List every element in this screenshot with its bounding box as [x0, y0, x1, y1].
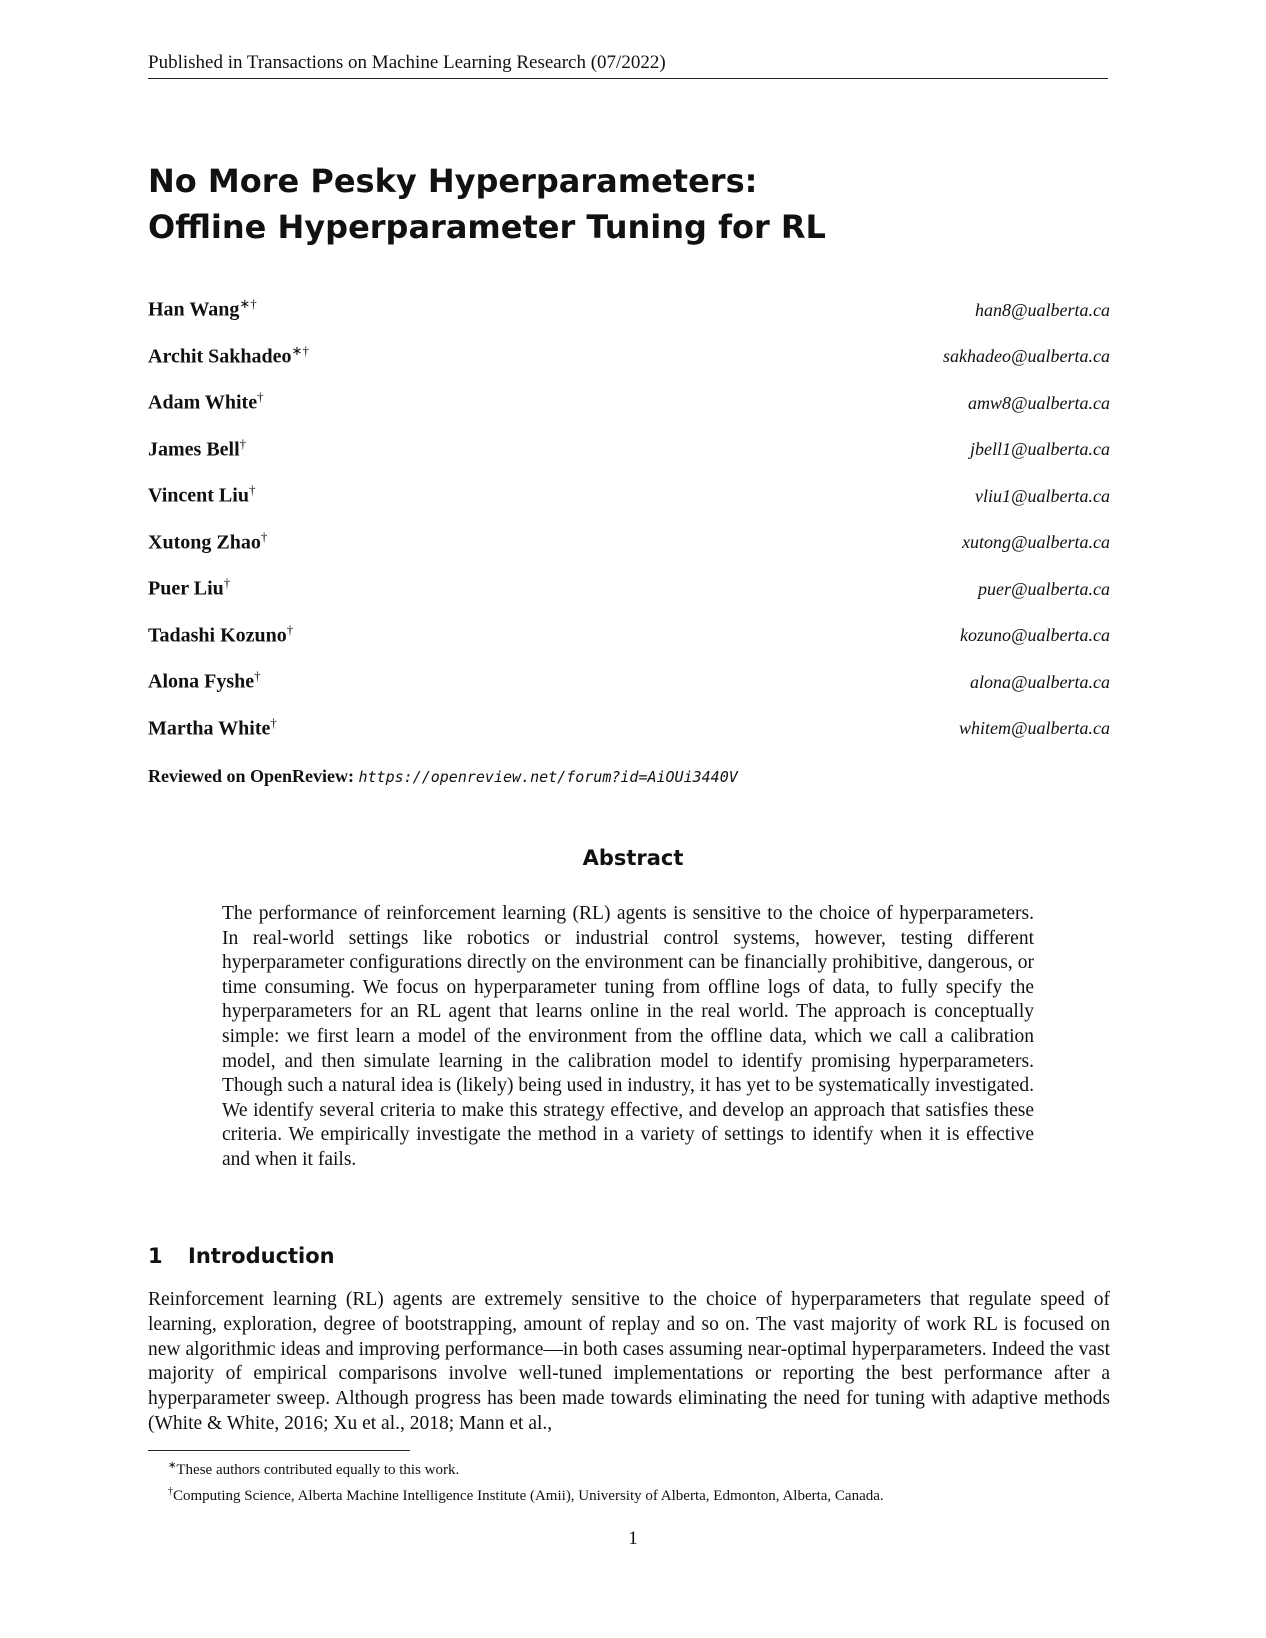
author-row	[148, 715, 1110, 762]
review-note	[148, 766, 738, 787]
author-name: Tadashi Kozuno†	[148, 621, 294, 647]
section-heading	[148, 1244, 335, 1268]
author-row	[148, 529, 1110, 576]
footnote-mark: †	[168, 1486, 173, 1497]
author-name: Han Wang∗†	[148, 296, 257, 321]
footnote: †Computing Science, Alberta Machine Intelligence Institute (Amii), University of Alberta, Edmonton, Alberta, Canada.	[168, 1486, 884, 1504]
author-name: Xutong Zhao†	[148, 528, 268, 554]
author-name: James Bell†	[148, 435, 247, 461]
affiliation-marks: †	[239, 435, 247, 451]
paper-title	[148, 158, 1108, 250]
author-name: Archit Sakhadeo∗†	[148, 342, 309, 368]
affiliation-marks: †	[270, 714, 277, 730]
abstract-heading: Abstract	[582, 846, 684, 870]
author-row	[148, 296, 1110, 343]
affiliation-marks: †	[257, 389, 264, 404]
author-row	[148, 575, 1110, 622]
affiliation-marks: †	[286, 621, 294, 637]
author-row	[148, 622, 1110, 669]
openreview-link[interactable]: https://openreview.net/forum?id=AiOUi3440V	[358, 768, 738, 786]
affiliation-marks: †	[248, 482, 256, 497]
title-line-2: Offline Hyperparameter Tuning for RL	[148, 208, 826, 246]
footnotes	[168, 1455, 1128, 1507]
author-row	[148, 436, 1110, 483]
author-name: Adam White†	[148, 389, 264, 414]
author-email: han8@ualberta.ca	[974, 299, 1110, 320]
footnote: ∗These authors contributed equally to this work.	[168, 1460, 460, 1478]
affiliation-marks: †	[260, 528, 268, 544]
author-email: vliu1@ualberta.ca	[974, 485, 1110, 506]
review-label: Reviewed on OpenReview:	[148, 766, 354, 786]
introduction-text: Reinforcement learning (RL) agents are extremely sensitive to the choice of hyperparameters that regulate speed of learning, exploration, degree of bootstrapping, amount of replay and so on. The vast majority of work RL is focused on new algorithmic ideas and improving performance—in both cases assuming near-optimal hyperparameters. Indeed the vast majority of empirical comparisons involve well-tuned implementations or reporting the best performance after a hyperparameter sweep. Although progress has been made towards eliminating the need for tuning with adaptive methods (White & White, 2016; Xu et al., 2018; Mann et al.,	[148, 1289, 1110, 1434]
author-row	[148, 343, 1110, 390]
title-line-1: No More Pesky Hyperparameters:	[148, 162, 758, 200]
affiliation-marks: ∗†	[291, 342, 309, 358]
author-email: whitem@ualberta.ca	[958, 718, 1110, 739]
author-row	[148, 482, 1110, 529]
author-row	[148, 668, 1110, 715]
author-name: Alona Fyshe†	[148, 668, 261, 693]
author-email: xutong@ualberta.ca	[961, 532, 1110, 553]
author-list	[148, 296, 1110, 761]
affiliation-marks: ∗†	[239, 296, 257, 311]
author-name: Martha White†	[148, 714, 277, 740]
author-email: puer@ualberta.ca	[977, 578, 1110, 599]
footnote-divider	[148, 1450, 410, 1451]
author-email: kozuno@ualberta.ca	[959, 625, 1110, 646]
affiliation-marks: †	[254, 668, 261, 683]
author-email: sakhadeo@ualberta.ca	[942, 346, 1110, 367]
section-title: Introduction	[188, 1244, 335, 1268]
author-email: amw8@ualberta.ca	[967, 392, 1110, 413]
running-head: Published in Transactions on Machine Learning Research (07/2022)	[148, 52, 1108, 79]
author-email: jbell1@ualberta.ca	[969, 439, 1110, 460]
affiliation-marks: †	[223, 575, 231, 590]
page-number: 1	[628, 1528, 638, 1549]
author-row	[148, 389, 1110, 436]
footnote-mark: ∗	[168, 1460, 177, 1471]
abstract-text: The performance of reinforcement learning (RL) agents is sensitive to the choice of hyperparameters. In real-world settings like robotics or industrial control systems, however, testing different hyperparameter configurations directly on the environment can be financially prohibitive, dangerous, or time consuming. We focus on hyperparameter tuning from offline logs of data, to fully specify the hyperparameters for an RL agent that learns online in the real world. The approach is conceptually simple: we first learn a model of the environment from the offline data, which we call a calibration model, and then simulate learning in the calibration model to identify promising hyperparameters. Though such a natural idea is (likely) being used in industry, it has yet to be systematically investigated. We identify several criteria to make this strategy effective, and develop an approach that satisfies these criteria. We empirically investigate the method in a variety of settings to identify when it is effective and when it fails.	[222, 903, 1034, 1170]
author-name: Puer Liu†	[148, 575, 231, 600]
author-name: Vincent Liu†	[148, 482, 256, 507]
section-number: 1	[148, 1244, 163, 1268]
author-email: alona@ualberta.ca	[969, 671, 1110, 692]
